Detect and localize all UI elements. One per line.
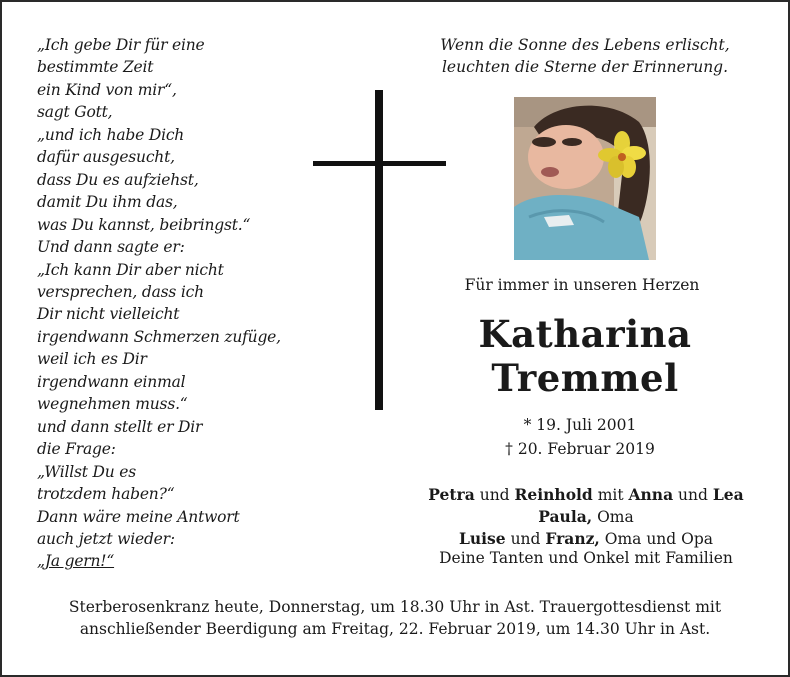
poem-line: „Ich kann Dir aber nicht (37, 260, 224, 279)
poem-line: irgendwann einmal (37, 372, 186, 391)
deceased-name (440, 312, 730, 400)
family-connector-text: und (673, 486, 713, 504)
motto-line-1: Wenn die Sonne des Lebens erlischt, (440, 36, 730, 54)
family-connector-text: und (474, 486, 515, 504)
poem-line: die Frage: (37, 440, 116, 459)
relatives-line: Deine Tanten und Onkel mit Familien (439, 549, 733, 567)
first-name: Katharina (478, 312, 692, 356)
poem-line: sagt Gott, (37, 103, 113, 122)
family-line-3 (414, 528, 758, 550)
poem-line: „und ich habe Dich (37, 125, 185, 144)
motto-line-2: leuchten die Sterne der Erinnerung. (441, 58, 729, 76)
family-member-name: Anna (628, 485, 674, 504)
life-dates (480, 413, 680, 461)
poem-line: bestimmte Zeit (37, 58, 154, 77)
poem-line: wegnehmen muss.“ (37, 395, 188, 414)
death-date: † 20. Februar 2019 (505, 440, 655, 458)
cross-horizontal-beam (313, 161, 446, 166)
poem-line: was Du kannst, beibringst.“ (37, 215, 251, 234)
birth-date: * 19. Juli 2001 (523, 416, 637, 434)
poem (37, 34, 317, 573)
poem-line: damit Du ihm das, (37, 193, 178, 212)
family-member-name: Reinhold (514, 485, 593, 504)
poem-line: „Willst Du es (37, 462, 136, 481)
poem-line: Und dann sagte er: (37, 238, 185, 257)
cross-vertical-beam (375, 90, 383, 410)
family-connector-text: mit (592, 486, 629, 504)
family-connector-text: und (505, 530, 546, 548)
poem-line: „Ich gebe Dir für eine (37, 36, 205, 54)
service-info (30, 596, 760, 640)
family-member-name: Petra (428, 485, 475, 504)
service-info-line-1: Sterberosenkranz heute, Donnerstag, um 18.30 Uhr in Ast. Trauergottesdienst mit (68, 598, 722, 616)
poem-line: „Ja gern!“ (37, 552, 115, 571)
poem-line: versprechen, dass ich (37, 282, 204, 301)
poem-line: Dir nicht vielleicht (37, 305, 180, 324)
poem-line: weil ich es Dir (37, 350, 147, 369)
motto (410, 34, 760, 78)
last-name: Tremmel (491, 356, 679, 400)
family-connector-text: Oma (592, 508, 634, 526)
family-member-name: Paula, (538, 507, 593, 526)
poem-line: auch jetzt wieder: (37, 529, 175, 548)
family-member-name: Luise (458, 529, 506, 548)
family-names (414, 484, 758, 550)
portrait-photo (514, 97, 656, 260)
family-connector-text: Oma und Opa (599, 530, 713, 548)
poem-line: und dann stellt er Dir (37, 417, 203, 436)
poem-line: trotzdem haben?“ (37, 485, 175, 504)
family-member-name: Lea (712, 485, 744, 504)
family-member-name: Franz, (545, 529, 600, 548)
poem-line: Dann wäre meine Antwort (37, 507, 240, 526)
service-info-line-2: anschließender Beerdigung am Freitag, 22. Februar 2019, um 14.30 Uhr in Ast. (79, 620, 711, 638)
family-line-2 (414, 506, 758, 528)
subtitle: Für immer in unseren Herzen (464, 276, 700, 294)
poem-line: ein Kind von mir“, (37, 80, 177, 99)
family-line-1 (414, 484, 758, 506)
poem-line: irgendwann Schmerzen zufüge, (37, 327, 281, 346)
poem-line: dass Du es aufziehst, (37, 170, 199, 189)
poem-line: dafür ausgesucht, (37, 148, 175, 167)
